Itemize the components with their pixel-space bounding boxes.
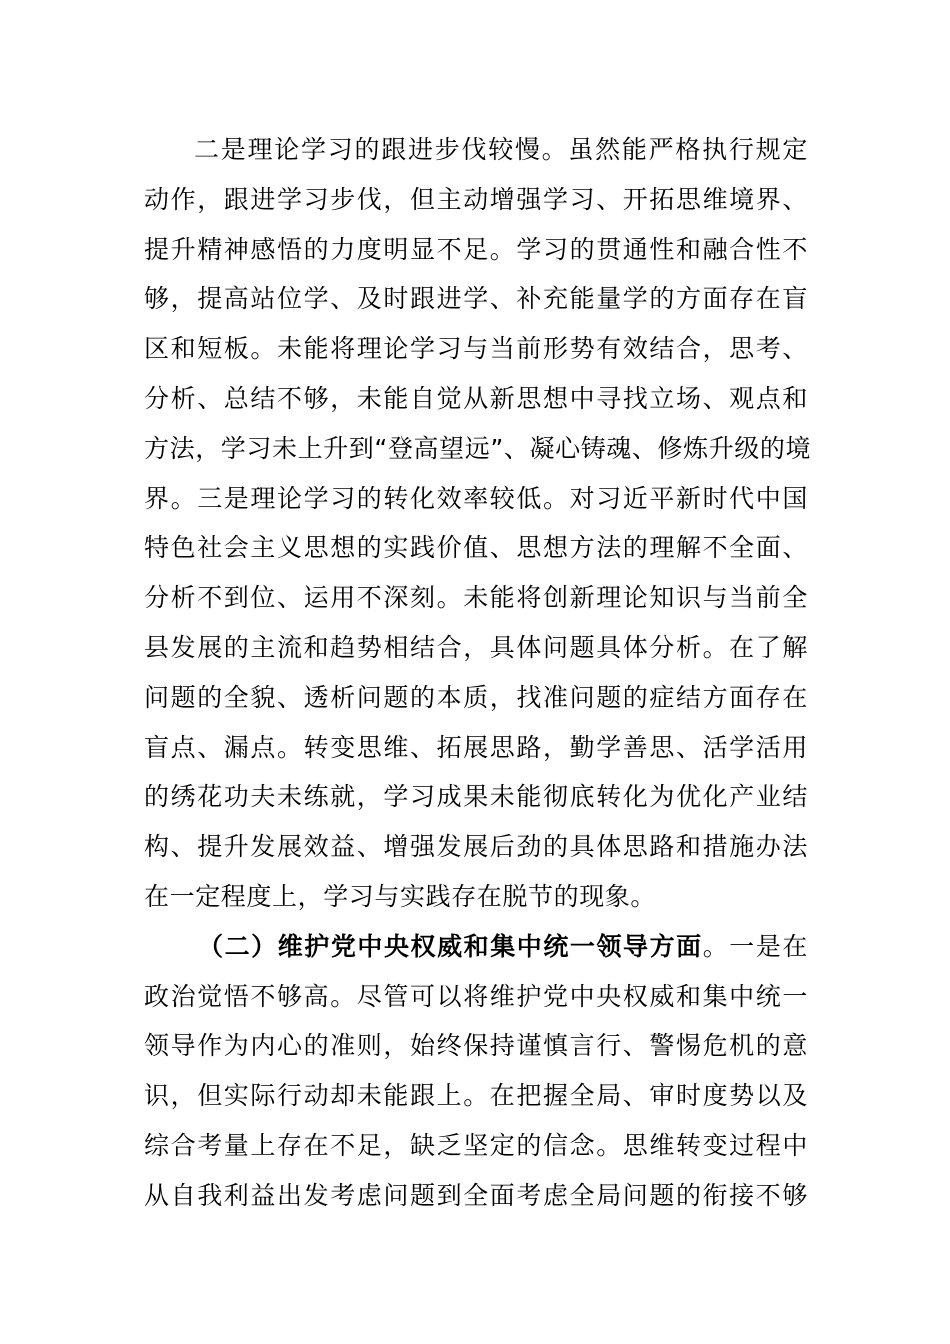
paragraph-1-line-5: 区和短板。未能将理论学习与当前形势有效结合，思考、 bbox=[144, 334, 808, 364]
paragraph-2-line-4: 识，但实际行动却未能跟上。在把握全局、审时度势以及 bbox=[144, 1081, 808, 1111]
paragraph-1-line-7: 方法，学习未上升到“登高望远”、凝心铸魂、修炼升级的境 bbox=[144, 433, 812, 463]
paragraph-1-line-1: 二是理论学习的跟进步伐较慢。虽然能严格执行规定 bbox=[194, 135, 808, 164]
paragraph-1-line-14: 的绣花功夫未练就，学习成果未能彻底转化为优化产业结 bbox=[144, 782, 808, 812]
paragraph-1-line-9: 特色社会主义思想的实践价值、思想方法的理解不全面、 bbox=[144, 533, 808, 563]
paragraph-2-line-6: 从自我利益出发考虑问题到全面考虑全局问题的衔接不够 bbox=[144, 1180, 808, 1210]
paragraph-1 bbox=[144, 125, 812, 922]
paragraph-2 bbox=[144, 922, 808, 1221]
section-heading-continuation: 。一是在 bbox=[702, 931, 808, 961]
paragraph-1-line-16: 在一定程度上，学习与实践存在脱节的现象。 bbox=[144, 881, 657, 911]
paragraph-2-line-1 bbox=[144, 922, 808, 972]
section-heading: （二）维护党中央权威和集中统一领导方面 bbox=[198, 931, 703, 961]
paragraph-1-line-13: 盲点、漏点。转变思维、拓展思路，勤学善思、活学活用 bbox=[144, 732, 808, 762]
paragraph-2-line-2: 政治觉悟不够高。尽管可以将维护党中央权威和集中统一 bbox=[144, 981, 808, 1011]
paragraph-1-line-3: 提升精神感悟的力度明显不足。学习的贯通性和融合性不 bbox=[144, 234, 808, 264]
paragraph-1-line-11: 县发展的主流和趋势相结合，具体问题具体分析。在了解 bbox=[144, 632, 808, 662]
paragraph-2-line-3: 领导作为内心的准则，始终保持谨慎言行、警惕危机的意 bbox=[144, 1031, 808, 1061]
paragraph-1-line-12: 问题的全貌、透析问题的本质，找准问题的症结方面存在 bbox=[144, 682, 808, 712]
document-body bbox=[144, 125, 812, 1221]
paragraph-1-line-8: 界。三是理论学习的转化效率较低。对习近平新时代中国 bbox=[144, 483, 808, 513]
paragraph-1-line-2: 动作，跟进学习步伐，但主动增强学习、开拓思维境界、 bbox=[144, 184, 808, 214]
paragraph-1-line-10: 分析不到位、运用不深刻。未能将创新理论知识与当前全 bbox=[144, 583, 808, 613]
paragraph-1-line-6: 分析、总结不够，未能自觉从新思想中寻找立场、观点和 bbox=[144, 383, 808, 413]
paragraph-1-line-4: 够，提高站位学、及时跟进学、补充能量学的方面存在盲 bbox=[144, 284, 808, 314]
paragraph-2-line-5: 综合考量上存在不足，缺乏坚定的信念。思维转变过程中 bbox=[144, 1130, 808, 1160]
paragraph-1-line-15: 构、提升发展效益、增强发展后劲的具体思路和措施办法 bbox=[144, 832, 808, 862]
